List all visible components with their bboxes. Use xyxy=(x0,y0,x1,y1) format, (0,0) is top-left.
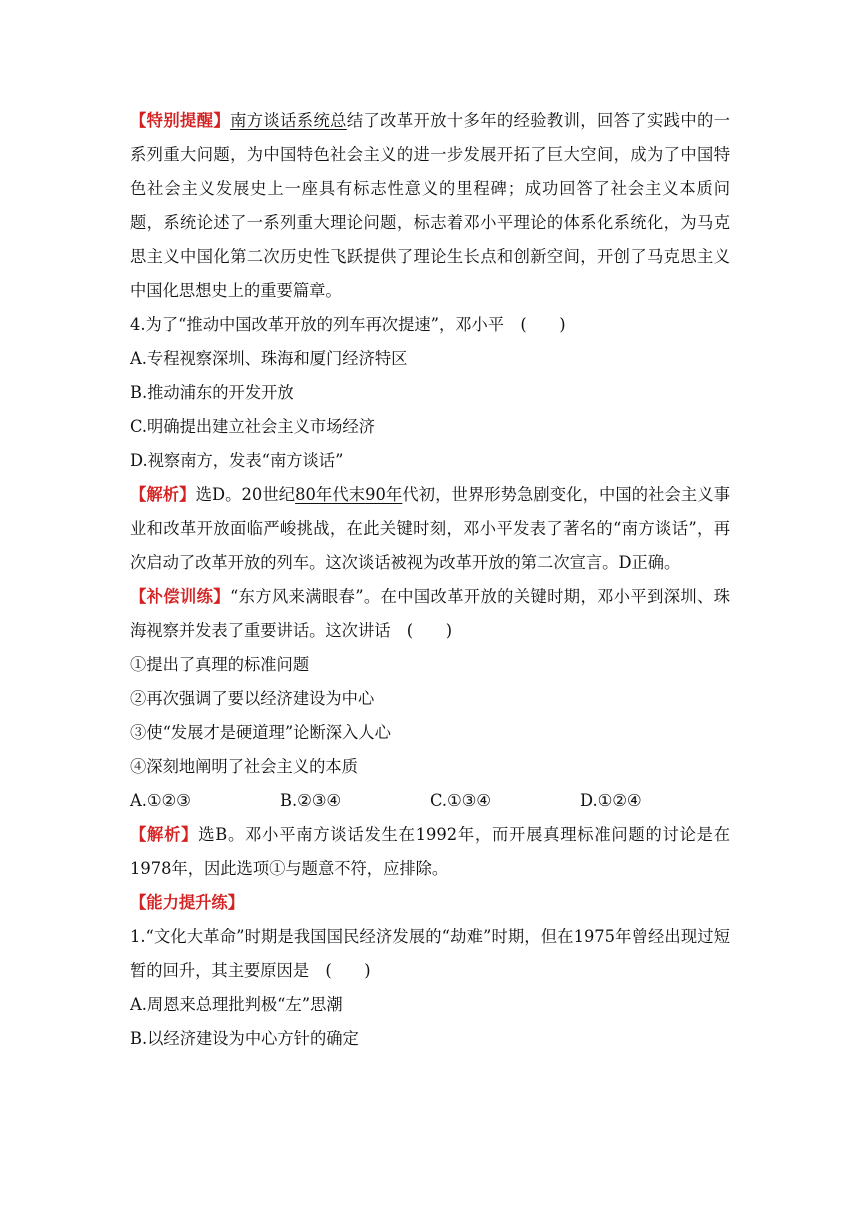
choice-c: C.①③④ xyxy=(430,791,491,810)
ability-question-1-option-b: B.以经济建设为中心方针的确定 xyxy=(130,1029,359,1048)
compensation-question xyxy=(130,580,730,648)
question-4-option-d: D.视察南方，发表“南方谈话” xyxy=(130,451,344,470)
compensation-item-1: ①提出了真理的标准问题 xyxy=(130,655,310,674)
analysis-underlined-2: 90年 xyxy=(365,485,403,504)
question-4-option-b: B.推动浦东的开发开放 xyxy=(130,383,294,402)
question-4-stem: 4.为了“推动中国改革开放的列车再次提速”，邓小平 ( ) xyxy=(130,315,566,334)
ability-question-1-option-a: A.周恩来总理批判极“左”思潮 xyxy=(130,995,343,1014)
compensation-analysis-text: 选B。邓小平南方谈话发生在1992年，而开展真理标准问题的讨论是在1978年，因此选项①与题意不符，应排除。 xyxy=(130,825,730,878)
analysis-text-post: 代初，世界形势急剧变化，中国的社会主义事业和改革开放面临严峻挑战，在此关键时刻，邓小平发表了著名的“南方谈话”，再次启动了改革开放的列车。这次谈话被视为改革开放的第二次宣言。D正确。 xyxy=(130,485,730,572)
ability-tag: 【能力提升练】 xyxy=(130,893,244,912)
choice-a: A.①②③ xyxy=(130,791,191,810)
analysis-tag: 【解析】 xyxy=(130,485,196,504)
compensation-item-4: ④深刻地阐明了社会主义的本质 xyxy=(130,757,358,776)
ability-question-1-stem: 1.“文化大革命”时期是我国国民经济发展的“劫难”时期，但在1975年曾经出现过短暂的回升，其主要原因是 ( ) xyxy=(130,927,730,980)
analysis-text-pre: 选D。20世纪 xyxy=(195,485,296,504)
compensation-stem: “东方风来满眼春”。在中国改革开放的关键时期，邓小平到深圳、珠海视察并发表了重要讲话。这次讲话 ( ) xyxy=(130,587,730,640)
question-4-option-c: C.明确提出建立社会主义市场经济 xyxy=(130,417,375,436)
compensation-analysis xyxy=(130,818,730,886)
choice-b: B.②③④ xyxy=(280,791,341,810)
ability-section-heading xyxy=(130,886,730,920)
compensation-tag: 【补偿训练】 xyxy=(130,587,230,606)
question-4-analysis xyxy=(130,478,730,580)
compensation-item-3: ③使“发展才是硬道理”论断深入人心 xyxy=(130,723,391,742)
compensation-item-2: ②再次强调了要以经济建设为中心 xyxy=(130,689,375,708)
choice-d: D.①②④ xyxy=(580,791,642,810)
compensation-choices xyxy=(130,784,730,818)
analysis-underlined-1: 80年代末 xyxy=(295,485,366,504)
special-note-tag: 【特别提醒】 xyxy=(130,111,231,130)
special-note-text: 结了改革开放十多年的经验教训，回答了实践中的一系列重大问题，为中国特色社会主义的进一步发展开拓了巨大空间，成为了中国特色社会主义发展史上一座具有标志性意义的里程碑；成功回答了社会主义本质问题，系统论述了一系列重大理论问题，标志着邓小平理论的体系化系统化，为马克思主义中国化第二次历史性飞跃提供了理论生长点和创新空间，开创了马克思主义中国化思想史上的重要篇章。 xyxy=(130,111,730,300)
document-page xyxy=(130,104,730,1056)
special-note xyxy=(130,104,730,308)
compensation-analysis-tag: 【解析】 xyxy=(130,825,199,844)
special-note-underlined: 南方谈话系统总 xyxy=(230,111,347,130)
question-4-option-a: A.专程视察深圳、珠海和厦门经济特区 xyxy=(130,349,408,368)
